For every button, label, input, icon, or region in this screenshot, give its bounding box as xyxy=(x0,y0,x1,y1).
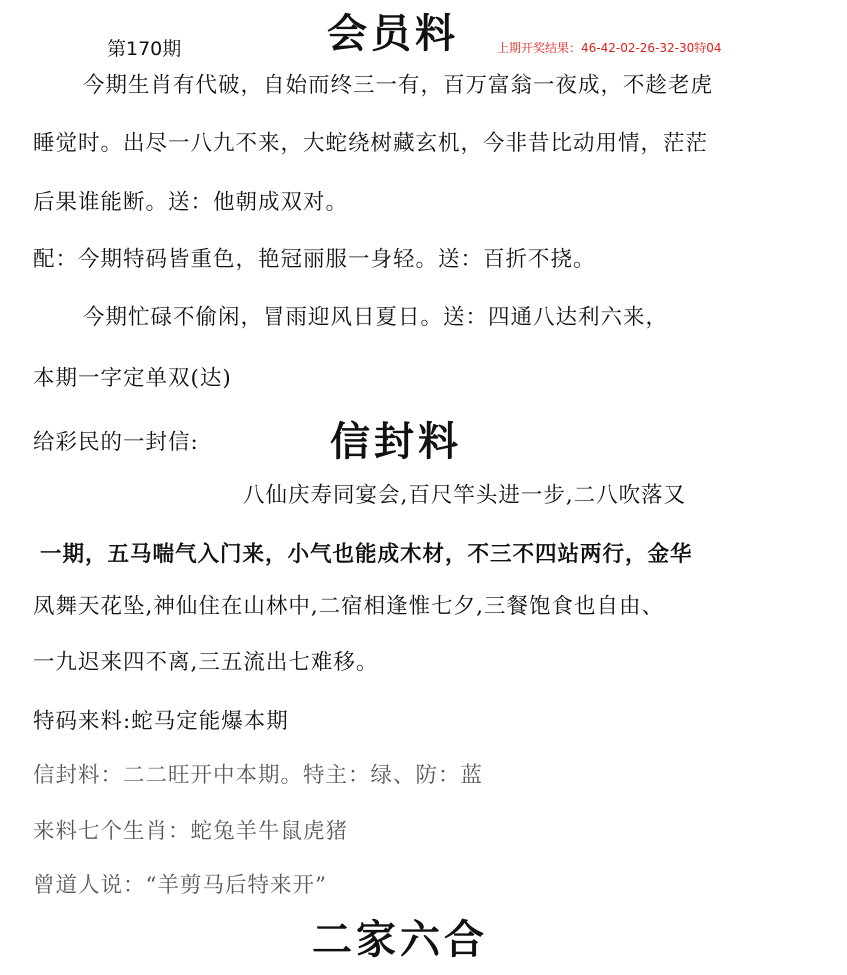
letter-line-1: 八仙庆寿同宴会,百尺竿头进一步,二八吹落又 xyxy=(243,483,687,508)
letter-line-4: 一九迟来四不离,三五流出七难移。 xyxy=(33,650,379,675)
letter-line-2: 一期，五马喘气入门来，小气也能成木材，不三不四站两行，金华 xyxy=(40,542,693,567)
letter-title: 信封料 xyxy=(330,418,462,465)
section1-line-1: 今期生肖有代破，自始而终三一有，百万富翁一夜成，不趁老虎 xyxy=(83,73,714,98)
section1-line-5: 今期忙碌不偷闲，冒雨迎风日夏日。送：四通八达利六来， xyxy=(83,305,669,330)
section1-line-6: 本期一字定单双(达) xyxy=(33,366,232,391)
issue-number: 第170期 xyxy=(107,38,182,60)
section1-line-4: 配：今期特码皆重色，艳冠丽服一身轻。送：百折不挠。 xyxy=(33,247,596,272)
section1-line-2: 睡觉时。出尽一八九不来，大蛇绕树藏玄机，今非昔比动用情，茫茫 xyxy=(33,131,709,156)
bottom-line-3: 来料七个生肖：蛇兔羊牛鼠虎猪 xyxy=(33,819,349,844)
letter-line-3: 凤舞天花坠,神仙住在山林中,二宿相逢惟七夕,三餐饱食也自由、 xyxy=(33,594,665,619)
bottom-line-4: 曾道人说：“羊剪马后特来开” xyxy=(33,873,327,898)
last-result: 上期开奖结果：46-42-02-26-32-30特04 xyxy=(497,41,722,55)
bottom-line-2: 信封料：二二旺开中本期。特主：绿、防：蓝 xyxy=(33,763,484,788)
page-title: 会员料 xyxy=(327,10,459,57)
letter-label: 给彩民的一封信: xyxy=(33,430,199,455)
footer-title: 二家六合 xyxy=(312,916,488,963)
section1-line-3: 后果谁能断。送：他朝成双对。 xyxy=(33,190,349,215)
bottom-line-1: 特码来料:蛇马定能爆本期 xyxy=(33,709,289,734)
